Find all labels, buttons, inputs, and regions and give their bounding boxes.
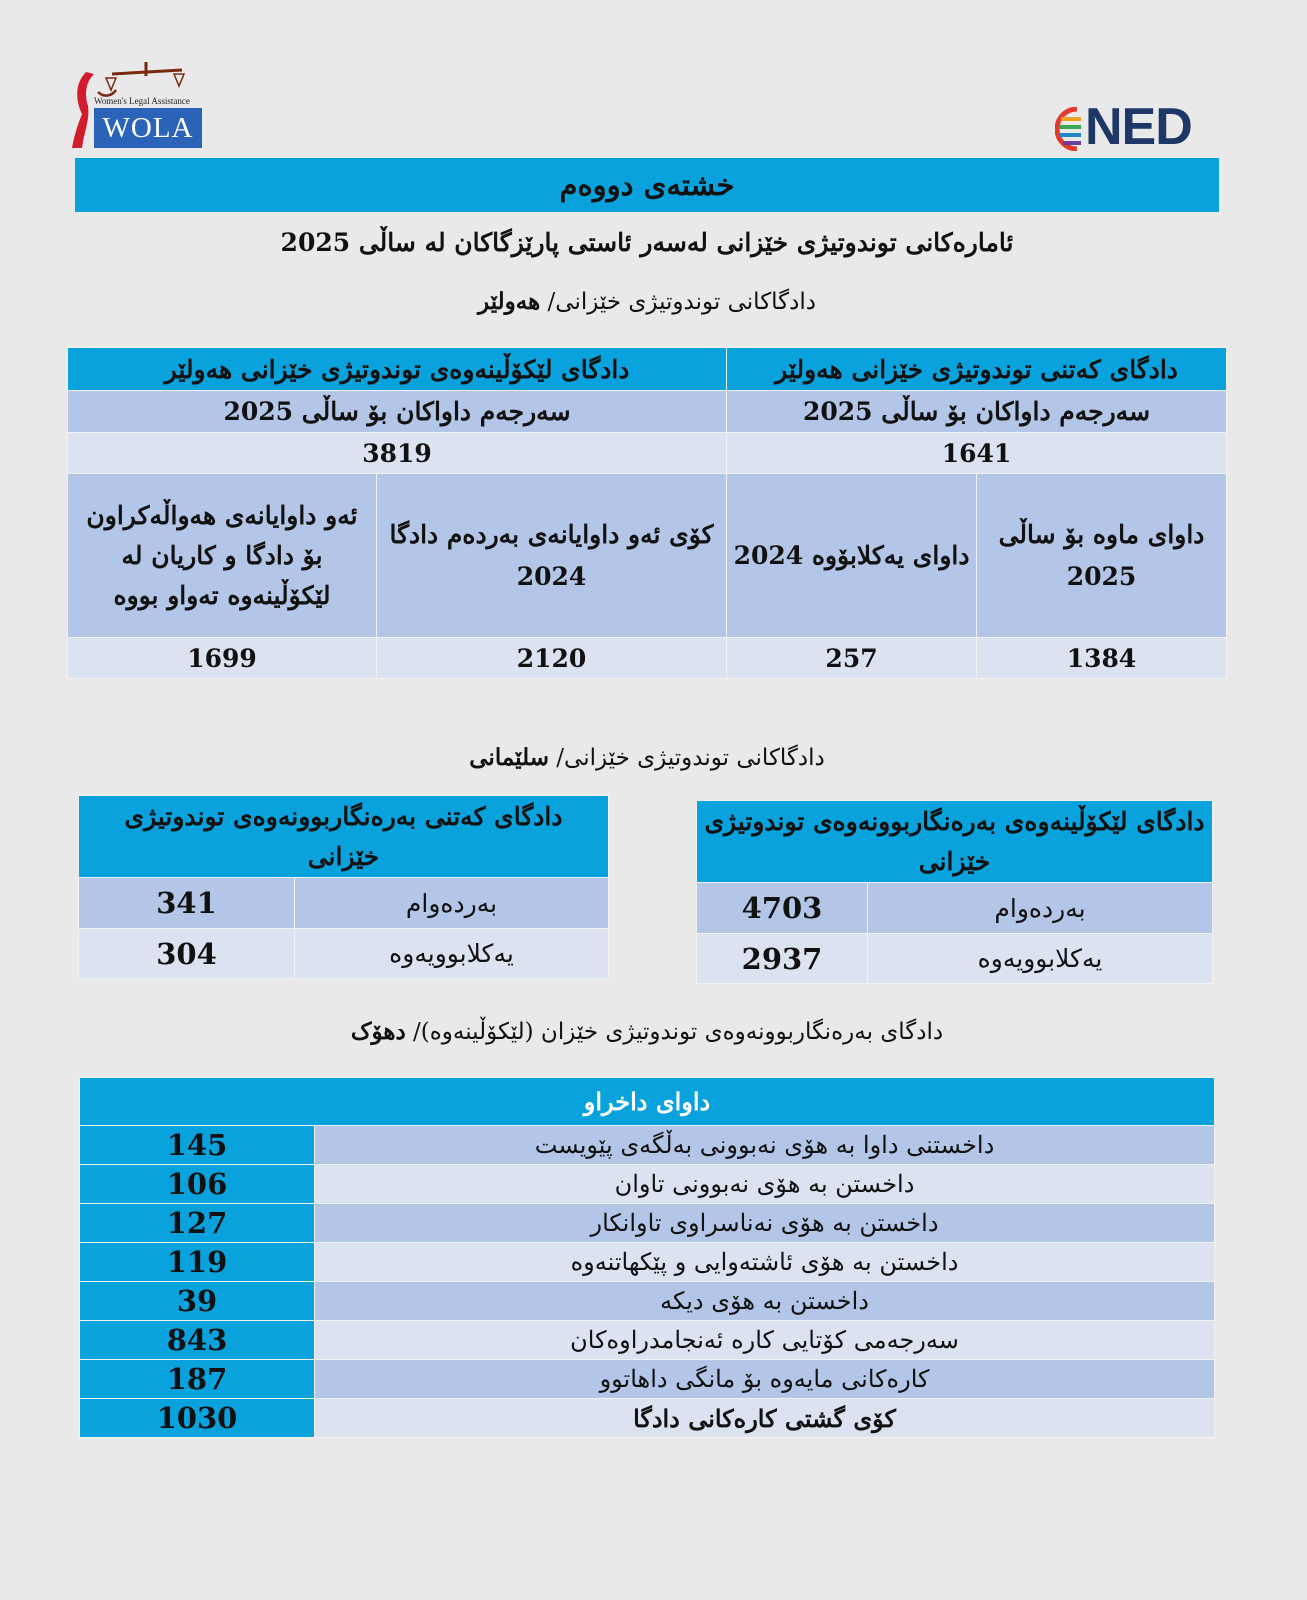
duhok-row-label: داخستنی داوا بە هۆی نەبوونی بەڵگەی پێویست <box>315 1126 1215 1165</box>
sulaymaniyah-heading-city: سلێمانی <box>469 744 549 771</box>
erbil-trial-court-title: دادگای کەتنی توندوتیژی خێزانی هەولێر <box>727 348 1227 391</box>
erbil-investigation-total-label: سەرجەم داواکان بۆ ساڵی 2025 <box>68 391 727 433</box>
duhok-row-label: سەرجەمی کۆتایی کارە ئەنجامدراوەکان <box>315 1321 1215 1360</box>
erbil-table <box>67 347 1227 679</box>
erbil-heading-city: هەولێر <box>478 288 541 315</box>
duhok-row-value: 39 <box>80 1282 315 1321</box>
sulaymaniyah-trial-row-label: یەکلابوویەوە <box>295 929 609 979</box>
erbil-investigation-total-value: 3819 <box>68 433 727 474</box>
page-subtitle: ئامارەکانی توندوتیژی خێزانی لەسەر ئاستی پارێزگاکان لە ساڵی 2025 <box>280 228 1014 257</box>
erbil-trial-pending-value: 1384 <box>977 638 1227 679</box>
erbil-trial-total-label: سەرجەم داواکان بۆ ساڵی 2025 <box>727 391 1227 433</box>
duhok-total-label: کۆی گشتی کارەکانی دادگا <box>315 1399 1215 1438</box>
duhok-row-label: کارەکانی مایەوە بۆ مانگی داهاتوو <box>315 1360 1215 1399</box>
sulaymaniyah-trial-row-label: بەردەوام <box>295 878 609 929</box>
erbil-trial-resolved-label: داوای یەکلابۆوە 2024 <box>727 474 977 638</box>
duhok-row-label: داخستن بە هۆی دیکە <box>315 1282 1215 1321</box>
erbil-investigation-referred-value: 1699 <box>68 638 377 679</box>
duhok-row-value: 106 <box>80 1165 315 1204</box>
duhok-row-value: 119 <box>80 1243 315 1282</box>
duhok-row-label: داخستن بە هۆی نەبوونی تاوان <box>315 1165 1215 1204</box>
duhok-heading-city: دهۆک <box>350 1018 406 1045</box>
duhok-row-value: 145 <box>80 1126 315 1165</box>
erbil-trial-pending-label: داوای ماوە بۆ ساڵی 2025 <box>977 474 1227 638</box>
sulaymaniyah-heading-prefix: دادگاکانی توندوتیژی خێزانی/ <box>556 745 825 771</box>
erbil-trial-resolved-value: 257 <box>727 638 977 679</box>
erbil-heading <box>75 288 1219 315</box>
wola-logo <box>72 62 204 154</box>
wola-tagline: Women's Legal Assistance <box>94 96 190 106</box>
duhok-row-label: داخستن بە هۆی ئاشتەوایی و پێکهاتنەوە <box>315 1243 1215 1282</box>
duhok-heading-prefix: دادگای بەرەنگاربوونەوەی توندوتیژی خێزان (لێکۆڵینەوە)/ <box>413 1019 944 1045</box>
erbil-heading-prefix: دادگاکانی توندوتیژی خێزانی/ <box>547 289 816 315</box>
duhok-row-label: داخستن بە هۆی نەناسراوی تاوانکار <box>315 1204 1215 1243</box>
sulaymaniyah-investigation-row-value: 2937 <box>697 934 868 984</box>
sulaymaniyah-investigation-table <box>696 800 1213 984</box>
erbil-investigation-court-title: دادگای لێکۆڵینەوەی توندوتیژی خێزانی هەولێر <box>68 348 727 391</box>
sulaymaniyah-trial-title: دادگای کەتنی بەرەنگاربوونەوەی توندوتیژی خێزانی <box>79 796 609 878</box>
wola-wordmark: WOLA <box>94 108 202 148</box>
sulaymaniyah-trial-row-value: 341 <box>79 878 295 929</box>
erbil-investigation-pending-label: کۆی ئەو داوایانەی بەردەم دادگا 2024 <box>377 474 727 638</box>
sulaymaniyah-trial-row-value: 304 <box>79 929 295 979</box>
sulaymaniyah-investigation-title: دادگای لێکۆڵینەوەی بەرەنگاربوونەوەی توندوتیژی خێزانی <box>697 801 1213 883</box>
sulaymaniyah-investigation-row-label: یەکلابوویەوە <box>868 934 1213 984</box>
duhok-row-value: 127 <box>80 1204 315 1243</box>
sulaymaniyah-investigation-row-label: بەردەوام <box>868 883 1213 934</box>
duhok-row-value: 843 <box>80 1321 315 1360</box>
duhok-closed-cases-table <box>79 1077 1215 1438</box>
sulaymaniyah-investigation-row-value: 4703 <box>697 883 868 934</box>
duhok-table-title: داوای داخراو <box>80 1078 1215 1126</box>
sulaymaniyah-heading <box>75 744 1219 771</box>
erbil-investigation-pending-value: 2120 <box>377 638 727 679</box>
sulaymaniyah-trial-table <box>78 795 609 979</box>
erbil-investigation-referred-label: ئەو داوایانەی هەواڵەکراون بۆ دادگا و کاریان لە لێکۆڵینەوە تەواو بووە <box>68 474 377 638</box>
table-banner-title: خشتەی دووەم <box>75 158 1219 212</box>
duhok-row-value: 187 <box>80 1360 315 1399</box>
ned-wordmark: NED <box>1085 98 1192 156</box>
duhok-total-value: 1030 <box>80 1399 315 1438</box>
duhok-heading <box>75 1018 1219 1045</box>
erbil-trial-total-value: 1641 <box>727 433 1227 474</box>
ned-globe-icon <box>1055 107 1085 151</box>
ned-logo <box>1055 98 1220 156</box>
